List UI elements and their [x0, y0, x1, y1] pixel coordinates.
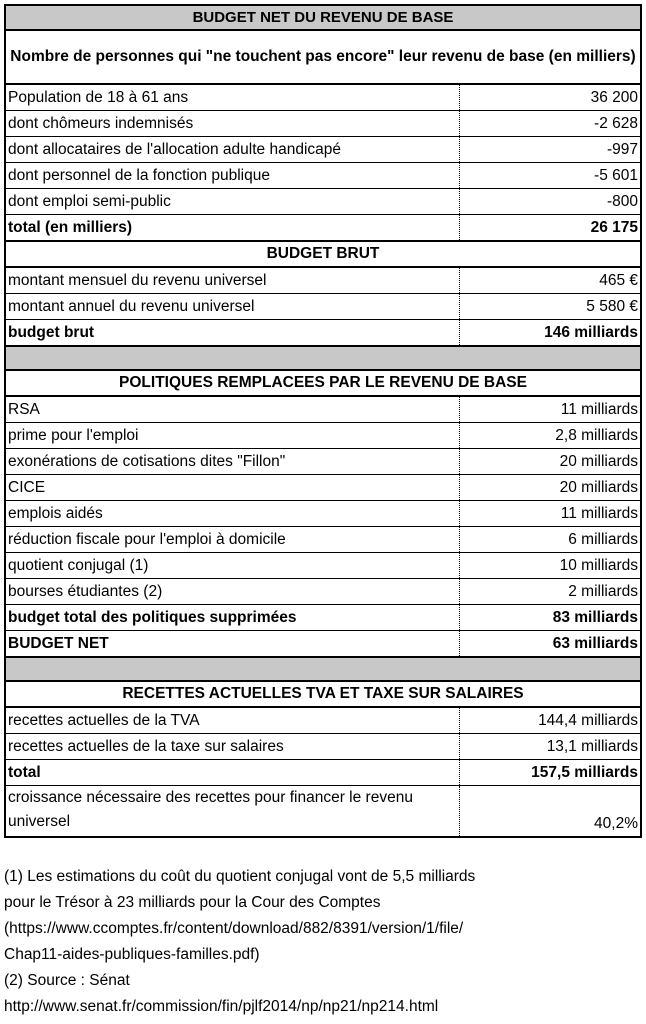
row-value: 2,8 milliards — [555, 427, 638, 444]
table-row — [6, 85, 640, 111]
section-heading-recettes: RECETTES ACTUELLES TVA ET TAXE SUR SALAIRES — [6, 682, 640, 708]
row-label: CICE — [6, 475, 460, 500]
row-value: 146 milliards — [544, 324, 638, 341]
row-label: croissance nécessaire des recettes pour financer le revenu universel — [6, 786, 460, 836]
row-label: exonérations de cotisations dites "Fillon" — [6, 449, 460, 474]
row-label: dont chômeurs indemnisés — [6, 111, 460, 136]
section-heading-budget-brut: BUDGET BRUT — [6, 242, 640, 268]
table-row — [6, 163, 640, 189]
budget-table — [4, 4, 642, 838]
row-label: prime pour l'emploi — [6, 423, 460, 448]
total-row-budget-brut — [6, 320, 640, 347]
row-label: emplois aidés — [6, 501, 460, 526]
footnotes — [4, 864, 644, 1020]
row-value: 11 milliards — [560, 401, 638, 418]
row-label: recettes actuelles de la TVA — [6, 708, 460, 733]
table-row — [6, 397, 640, 423]
row-value: 83 milliards — [552, 609, 638, 626]
row-value: 465 € — [599, 272, 638, 289]
row-label: bourses étudiantes (2) — [6, 579, 460, 604]
row-value: 5 580 € — [586, 298, 638, 315]
table-row — [6, 449, 640, 475]
table-row — [6, 734, 640, 760]
row-label: quotient conjugal (1) — [6, 553, 460, 578]
row-label: dont allocataires de l'allocation adulte handicapé — [6, 137, 460, 162]
footnote-link[interactable]: http://www.senat.fr/commission/fin/pjlf2014/np/np21/np214.html — [4, 998, 439, 1015]
row-value: 40,2% — [594, 815, 638, 832]
footnote-line: (1) Les estimations du coût du quotient conjugal vont de 5,5 milliards — [4, 868, 476, 885]
row-value: 11 milliards — [560, 505, 638, 522]
row-label: dont personnel de la fonction publique — [6, 163, 460, 188]
footnote-link[interactable]: Chap11-aides-publiques-familles.pdf) — [4, 946, 260, 963]
table-row — [6, 708, 640, 734]
row-value: 6 milliards — [568, 531, 638, 548]
row-label: dont emploi semi-public — [6, 189, 460, 214]
row-label: RSA — [6, 397, 460, 422]
row-label: budget brut — [6, 320, 460, 345]
row-value: 144,4 milliards — [538, 712, 638, 729]
total-row-population — [6, 215, 640, 242]
table-row — [6, 553, 640, 579]
row-value: 13,1 milliards — [546, 738, 638, 755]
total-row-recettes — [6, 760, 640, 786]
section-separator — [6, 658, 640, 682]
table-row — [6, 423, 640, 449]
row-label: total — [6, 760, 460, 785]
table-title: BUDGET NET DU REVENU DE BASE — [6, 6, 640, 31]
row-label: réduction fiscale pour l'emploi à domicile — [6, 527, 460, 552]
row-label: BUDGET NET — [6, 631, 460, 656]
table-row — [6, 137, 640, 163]
row-value: -2 628 — [594, 115, 638, 132]
table-row — [6, 268, 640, 294]
section-heading-population: Nombre de personnes qui "ne touchent pas encore" leur revenu de base (en milliers) — [6, 31, 640, 85]
row-label: recettes actuelles de la taxe sur salaires — [6, 734, 460, 759]
table-row — [6, 501, 640, 527]
growth-row — [6, 786, 640, 836]
footnote-link[interactable]: (https://www.ccomptes.fr/content/download/882/8391/version/1/file/ — [4, 920, 464, 937]
budget-net-row — [6, 631, 640, 658]
row-value: 20 milliards — [559, 453, 638, 470]
table-row — [6, 527, 640, 553]
row-value: -997 — [606, 141, 638, 158]
table-row — [6, 294, 640, 320]
total-row-politiques — [6, 605, 640, 631]
row-value: 10 milliards — [559, 557, 638, 574]
row-value: -5 601 — [594, 167, 638, 184]
row-label: Population de 18 à 61 ans — [6, 85, 460, 110]
section-separator — [6, 347, 640, 371]
row-value: 2 milliards — [568, 583, 638, 600]
row-value: 26 175 — [590, 219, 638, 236]
row-value: 36 200 — [590, 89, 638, 106]
footnote-line: pour le Trésor à 23 milliards pour la Cour des Comptes — [4, 894, 381, 911]
row-value: -800 — [606, 193, 638, 210]
table-row — [6, 111, 640, 137]
section-heading-politiques: POLITIQUES REMPLACEES PAR LE REVENU DE BASE — [6, 371, 640, 397]
row-value: 157,5 milliards — [531, 764, 638, 781]
table-row — [6, 475, 640, 501]
row-value: 63 milliards — [552, 635, 638, 652]
table-row — [6, 579, 640, 605]
row-label: montant mensuel du revenu universel — [6, 268, 460, 293]
row-value: 20 milliards — [559, 479, 638, 496]
row-label: total (en milliers) — [6, 215, 460, 240]
row-label: montant annuel du revenu universel — [6, 294, 460, 319]
row-label: budget total des politiques supprimées — [6, 605, 460, 630]
footnote-line: (2) Source : Sénat — [4, 972, 130, 989]
table-row — [6, 189, 640, 215]
